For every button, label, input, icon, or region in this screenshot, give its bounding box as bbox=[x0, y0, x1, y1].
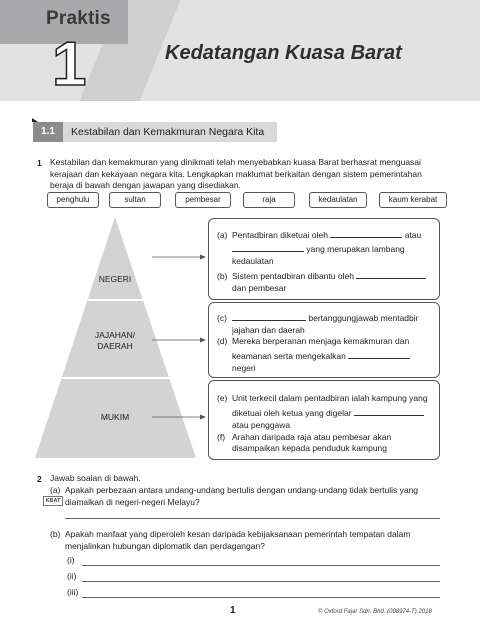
item-e-line3: atau penggawa bbox=[232, 420, 291, 430]
item-b-line2: dan pembesar bbox=[232, 283, 287, 293]
section-title: Kestabilan dan Kemakmuran Negara Kita bbox=[71, 126, 265, 138]
answer-blank[interactable] bbox=[232, 244, 304, 252]
q2-a-line2: diamalkan di negeri-negeri Melayu? bbox=[65, 497, 200, 507]
praktis-label: Praktis bbox=[46, 8, 111, 29]
item-a-line3: kedaulatan bbox=[232, 256, 274, 266]
item-label: (f) bbox=[217, 432, 226, 442]
arrow-head-icon bbox=[200, 338, 206, 343]
chapter-title: Kedatangan Kuasa Barat bbox=[165, 42, 402, 64]
question-1-number: 1 bbox=[37, 158, 42, 168]
section-number: 1.1 bbox=[33, 122, 63, 142]
q2-a-label: (a) bbox=[50, 485, 61, 495]
item-label: (c) bbox=[217, 313, 227, 323]
word-bank-item: pembesar bbox=[175, 192, 231, 208]
q2-b-label: (b) bbox=[50, 529, 61, 539]
word-bank-item: kaum kerabat bbox=[379, 192, 447, 208]
tier-label-mukim: MUKIM bbox=[100, 412, 130, 422]
page-number: 1 bbox=[230, 605, 236, 616]
tier-label-negeri: NEGERI bbox=[98, 274, 132, 284]
item-d-line3: negeri bbox=[232, 363, 256, 373]
word-bank-item: sultan bbox=[109, 192, 161, 208]
item-e-line2: diketuai oleh ketua yang digelar bbox=[232, 408, 424, 419]
answer-blank[interactable] bbox=[348, 351, 410, 359]
item-d-line1: Mereka berperanan menjaga kemakmuran dan bbox=[232, 336, 410, 346]
word-bank-item: kedaulatan bbox=[309, 192, 367, 208]
word-bank-item: penghulu bbox=[47, 192, 99, 208]
item-label: (a) bbox=[217, 230, 228, 240]
answer-line[interactable] bbox=[65, 518, 440, 519]
question-2-intro: Jawab soalan di bawah. bbox=[50, 473, 141, 483]
q2-b-sub-label: (iii) bbox=[67, 587, 79, 597]
q2-b-line1: Apakah manfaat yang diperoleh kesan daripada kebijaksanaan pemerintah tempatan dalam bbox=[65, 529, 411, 539]
item-f-line2: disampaikan kepada penduduk kampung bbox=[232, 443, 388, 453]
item-label: (d) bbox=[217, 336, 228, 346]
item-a-line2: yang merupakan lambang bbox=[232, 244, 405, 255]
q2-a-line1: Apakah perbezaan antara undang-undang bertulis dengan undang-undang tidak bertulis yang bbox=[65, 485, 419, 495]
answer-blank[interactable] bbox=[330, 230, 402, 238]
item-a-line1: Pentadbiran diketuai oleh atau bbox=[232, 230, 422, 240]
question-1-text: Kestabilan dan kemakmuran yang dinikmati telah menyebabkan kuasa Barat berhasrat menguasai kerajaan dan kekayaan negara kita. Lengkapkan maklumat berkaitan dengan sistem pemerintahan beraja di bawah dengan jawapan yang disediakan. bbox=[50, 157, 422, 190]
q2-b-sub-label: (i) bbox=[67, 555, 75, 565]
item-c-line1: bertanggungjawab mentadbir bbox=[232, 313, 418, 324]
tier-label-jajahan: JAJAHAN/ DAERAH bbox=[94, 330, 136, 351]
item-e-line1: Unit terkecil dalam pentadbiran ialah kampung yang bbox=[232, 393, 428, 403]
item-label: (e) bbox=[217, 393, 228, 403]
answer-blank[interactable] bbox=[354, 408, 424, 416]
answer-blank[interactable] bbox=[356, 271, 426, 279]
chapter-number: 1 bbox=[52, 30, 87, 99]
item-label: (b) bbox=[217, 271, 228, 281]
item-b-line1: Sistem pentadbiran dibantu oleh bbox=[232, 271, 426, 282]
item-d-line2: keamanan serta mengekalkan bbox=[232, 351, 410, 362]
arrow-head-icon bbox=[200, 255, 206, 260]
question-2-number: 2 bbox=[37, 474, 42, 484]
copyright-footer: © Oxford Fajar Sdn. Bhd. (008974-T) 2018 bbox=[318, 609, 432, 615]
answer-line[interactable] bbox=[82, 597, 440, 598]
arrow-head-icon bbox=[200, 415, 206, 420]
q2-b-line2: menjalinkan hubungan diplomatik dan perdagangan? bbox=[65, 541, 265, 551]
item-f-line1: Arahan daripada raja atau pembesar akan bbox=[232, 432, 392, 442]
answer-line[interactable] bbox=[82, 581, 440, 582]
word-bank-item: raja bbox=[243, 192, 295, 208]
answer-blank[interactable] bbox=[232, 313, 306, 321]
kbat-badge: KBAT bbox=[43, 496, 63, 506]
answer-line[interactable] bbox=[82, 565, 440, 566]
q2-b-sub-label: (ii) bbox=[67, 571, 77, 581]
item-c-line2: jajahan dan daerah bbox=[232, 325, 305, 335]
